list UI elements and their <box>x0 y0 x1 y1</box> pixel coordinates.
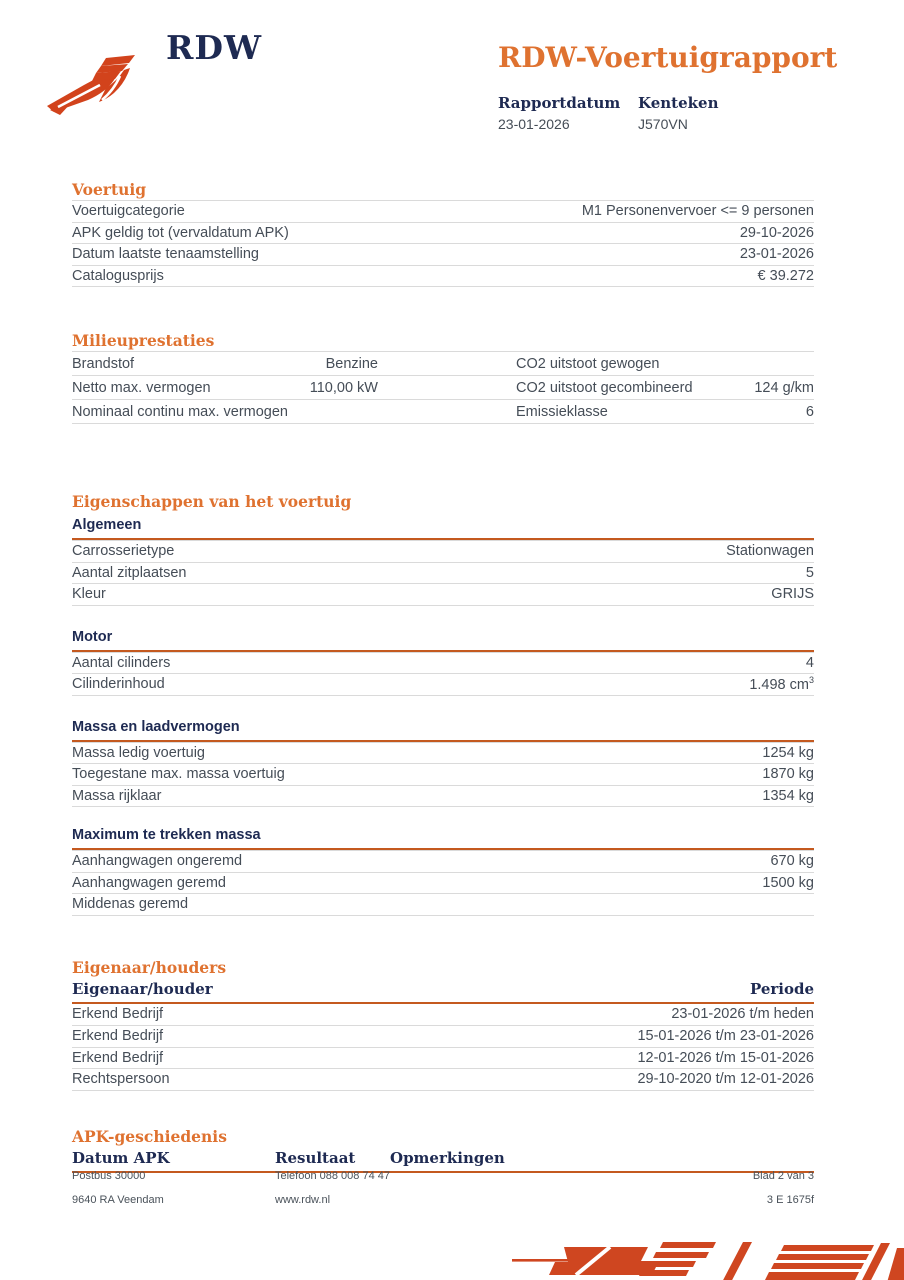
table-row <box>72 652 814 674</box>
table-row <box>72 200 814 222</box>
table-row <box>72 540 814 562</box>
table-row <box>72 583 814 605</box>
table-row <box>72 351 814 375</box>
column-header-owner: Eigenaar/houder <box>72 979 213 998</box>
table-row <box>72 562 814 584</box>
section-title-eigenschappen: Eigenschappen van het voertuig <box>72 492 352 511</box>
license-plate-label: Kenteken <box>638 94 719 112</box>
voertuig-table <box>72 200 814 287</box>
row-label: Nominaal continu max. vermogen <box>72 403 288 420</box>
footer-website: www.rdw.nl <box>275 1194 331 1206</box>
report-body <box>72 0 814 1173</box>
row-value: 4 <box>805 654 814 671</box>
row-label: Netto max. vermogen <box>72 379 211 396</box>
owner-cell: Rechtspersoon <box>72 1071 170 1088</box>
row-label: Brandstof <box>72 355 135 372</box>
subsection-algemeen <box>72 516 814 606</box>
eigenaar-table <box>72 1004 814 1091</box>
period-cell: 29-10-2020 t/m 12-01-2026 <box>637 1071 814 1088</box>
column-header-apk-remarks: Opmerkingen <box>390 1148 505 1167</box>
table-row <box>72 243 814 265</box>
row-label: Catalogusprijs <box>72 267 164 284</box>
row-value: 29-10-2026 <box>739 224 814 241</box>
subsection-title: Massa en laadvermogen <box>72 718 814 742</box>
report-date-label: Rapportdatum <box>498 94 621 112</box>
owner-cell: Erkend Bedrijf <box>72 1006 164 1023</box>
report-date-value: 23-01-2026 <box>498 116 570 132</box>
owner-cell: Erkend Bedrijf <box>72 1028 164 1045</box>
section-title-voertuig: Voertuig <box>72 180 147 199</box>
section-title-eigenaar: Eigenaar/houders <box>72 957 227 977</box>
table-row <box>72 872 814 894</box>
period-cell: 15-01-2026 t/m 23-01-2026 <box>637 1028 814 1045</box>
row-value: 1500 kg <box>762 874 814 891</box>
period-cell: 12-01-2026 t/m 15-01-2026 <box>637 1049 814 1066</box>
row-value: Stationwagen <box>726 543 814 560</box>
subsection-trekken-massa <box>72 826 814 916</box>
page-footer <box>72 1170 814 1207</box>
row-label: Aanhangwagen ongeremd <box>72 853 243 870</box>
table-row <box>72 1047 814 1069</box>
row-value: 1870 kg <box>762 766 814 783</box>
table-row <box>72 893 814 915</box>
subsection-title: Algemeen <box>72 516 814 540</box>
row-value: 124 g/km <box>754 379 814 396</box>
apk-table-header <box>72 1149 814 1173</box>
row-value: M1 Personenvervoer <= 9 personen <box>581 203 814 220</box>
footer-doc-code: 3 E 1675f <box>766 1194 814 1206</box>
subsection-massa <box>72 718 814 808</box>
page-title: RDW-Voertuigrapport <box>498 41 838 74</box>
subsection-title: Motor <box>72 628 814 652</box>
row-label: Carrosserietype <box>72 543 175 560</box>
row-label: Voertuigcategorie <box>72 203 185 220</box>
table-row <box>72 742 814 764</box>
table-row <box>72 1068 814 1090</box>
license-plate-value: J570VN <box>638 116 688 132</box>
eigenaar-table-header <box>72 980 814 1004</box>
table-row <box>72 375 814 399</box>
column-header-period: Periode <box>749 979 814 998</box>
row-value: 23-01-2026 <box>739 246 814 263</box>
row-label: Massa rijklaar <box>72 787 162 804</box>
period-cell: 23-01-2026 t/m heden <box>671 1006 814 1023</box>
row-value: 1.498 $cm^3$ <box>749 675 814 694</box>
milieu-table <box>72 351 814 424</box>
column-header-apk-result: Resultaat <box>275 1148 356 1167</box>
table-row <box>72 1025 814 1047</box>
row-value: GRIJS <box>771 586 814 603</box>
row-label: Kleur <box>72 586 106 603</box>
row-value: 6 <box>805 403 814 420</box>
row-label: Cilinderinhoud <box>72 676 165 693</box>
footer-phone: Telefoon 088 008 74 47 <box>275 1170 390 1182</box>
row-value: 670 kg <box>770 853 814 870</box>
row-label: Aantal cilinders <box>72 654 171 671</box>
row-value: 110,00 kW <box>309 379 378 396</box>
row-label: CO2 uitstoot gewogen <box>516 355 660 372</box>
row-label: CO2 uitstoot gecombineerd <box>516 379 693 396</box>
footer-address-line1: Postbus 30000 <box>72 1170 146 1182</box>
row-label: Aanhangwagen geremd <box>72 874 226 891</box>
row-label: Emissieklasse <box>516 403 608 420</box>
row-label: Datum laatste tenaamstelling <box>72 246 259 263</box>
row-value: € 39.272 <box>757 267 814 284</box>
table-row <box>72 265 814 287</box>
subsection-title: Maximum te trekken massa <box>72 826 814 850</box>
table-row <box>72 850 814 872</box>
rdw-logo-text: RDW <box>166 28 263 67</box>
row-label: Massa ledig voertuig <box>72 744 205 761</box>
section-title-milieuprestaties: Milieuprestaties <box>72 331 215 350</box>
table-row <box>72 763 814 785</box>
table-row <box>72 785 814 807</box>
row-value: 1354 kg <box>762 787 814 804</box>
table-row <box>72 1004 814 1026</box>
row-value: 5 <box>805 564 814 581</box>
row-label: Middenas geremd <box>72 896 189 913</box>
row-label: Aantal zitplaatsen <box>72 564 187 581</box>
owner-cell: Erkend Bedrijf <box>72 1049 164 1066</box>
row-label: Toegestane max. massa voertuig <box>72 766 285 783</box>
column-header-apk-date: Datum APK <box>72 1148 170 1167</box>
row-value: 1254 kg <box>762 744 814 761</box>
rdw-speed-mark-icon <box>512 1240 904 1280</box>
subsection-motor <box>72 628 814 696</box>
table-row <box>72 222 814 244</box>
table-row <box>72 673 814 695</box>
table-row <box>72 399 814 423</box>
footer-page-number: Blad 2 van 3 <box>752 1170 814 1182</box>
row-value: Benzine <box>325 355 378 372</box>
row-label: APK geldig tot (vervaldatum APK) <box>72 224 289 241</box>
section-title-apk: APK-geschiedenis <box>72 1126 227 1146</box>
footer-address-line2: 9640 RA Veendam <box>72 1194 164 1206</box>
